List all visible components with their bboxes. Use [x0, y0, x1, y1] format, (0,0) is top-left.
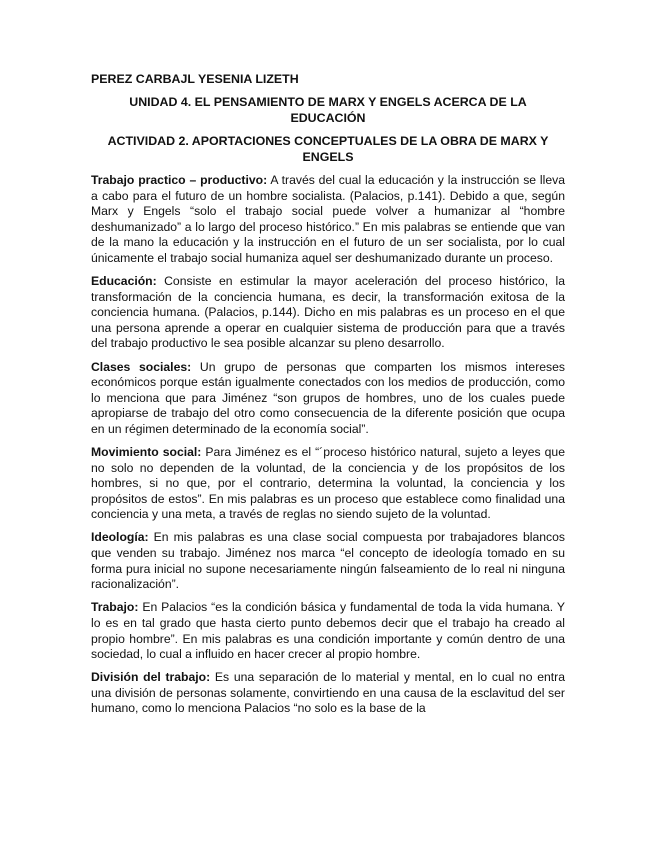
- section-division-del-trabajo: [91, 670, 565, 717]
- section-movimiento-social: [91, 445, 565, 523]
- author-name: PEREZ CARBAJL YESENIA LIZETH: [91, 72, 299, 86]
- unit-title: UNIDAD 4. EL PENSAMIENTO DE MARX Y ENGELS ACERCA DE LA EDUCACIÓN: [129, 95, 527, 125]
- section-text: Un grupo de personas que comparten los mismos intereses económicos porque están igualmente conectados con los medios de producción, como lo menciona que para Jiménez “son grupos de hombres, uno de los cuales puede apropiarse de trabajo del otro como consecuencia de la diferente posición que ocupa en un régimen determinado de la economía social”.: [91, 359, 565, 436]
- section-term: Trabajo:: [91, 600, 139, 615]
- section-trabajo-practico: [91, 173, 565, 267]
- section-term: Trabajo practico – productivo:: [91, 173, 268, 187]
- section-clases-sociales: [91, 360, 565, 438]
- section-text: Es una separación de lo material y mental, en lo cual no entra una división de personas solamente, convirtiendo en una causa de la esclavitud del ser humano, como lo menciona Palacios “no solo es la base de la: [91, 670, 565, 716]
- section-term: División del trabajo:: [91, 670, 211, 685]
- section-ideologia: [91, 530, 565, 592]
- section-term: Movimiento social:: [91, 445, 202, 459]
- document-page: [91, 72, 565, 725]
- section-trabajo: [91, 600, 565, 662]
- section-text: En Palacios “es la condición básica y fundamental de toda la vida humana. Y lo es en tal grado que hasta cierto punto debemos decir que el trabajo ha creado al propio hombre”. En mis palabras es una condición importante y común dentro de una sociedad, lo cual a influido en hacer crecer al propio hombre.: [91, 600, 565, 662]
- section-term: Ideología:: [91, 530, 149, 545]
- section-text: Consiste en estimular la mayor aceleración del proceso histórico, la transformación de la conciencia humana, es decir, la transformación exitosa de la conciencia humana. (Palacios, p.144). Dicho en mis palabras es un proceso en el que una persona aprende a operar en cualquier sistema de producción para que a través del trabajo productivo le sea posible alcanzar su pleno desarrollo.: [91, 274, 565, 351]
- section-educacion: [91, 274, 565, 352]
- section-text: En mis palabras es una clase social compuesta por trabajadores blancos que venden su trabajo. Jiménez nos marca “el concepto de ideología tomado en su forma pura inicial no supone necesariamente ningún falseamiento de lo real ni ninguna racionalización”.: [91, 530, 565, 592]
- section-term: Clases sociales:: [91, 359, 192, 374]
- activity-title: ACTIVIDAD 2. APORTACIONES CONCEPTUALES DE LA OBRA DE MARX Y ENGELS: [107, 134, 549, 164]
- section-text: A través del cual la educación y la instrucción se lleva a cabo para el futuro de un hombre socialista. (Palacios, p.141). Debido a que, según Marx y Engels “solo el trabajo social puede volver a humanizar al “hombre deshumanizado” a lo largo del proceso histórico.” En mis palabras se entiende que van de la mano la educación y la instrucción en el futuro de un ser socialista, por lo cual únicamente el trabajo social humaniza aquel ser deshumanizado durante un proceso.: [91, 173, 565, 265]
- section-term: Educación:: [91, 274, 157, 289]
- section-text: Para Jiménez es el “´proceso histórico natural, sujeto a leyes que no solo no dependen de la voluntad, de la conciencia y de los propósitos de los hombres, si no que, por el contrario, determina la voluntad, la conciencia y los propósitos de estos”. En mis palabras es un proceso que establece como finalidad una conciencia y una meta, a través de reglas no siendo sujeto de la voluntad.: [91, 445, 565, 522]
